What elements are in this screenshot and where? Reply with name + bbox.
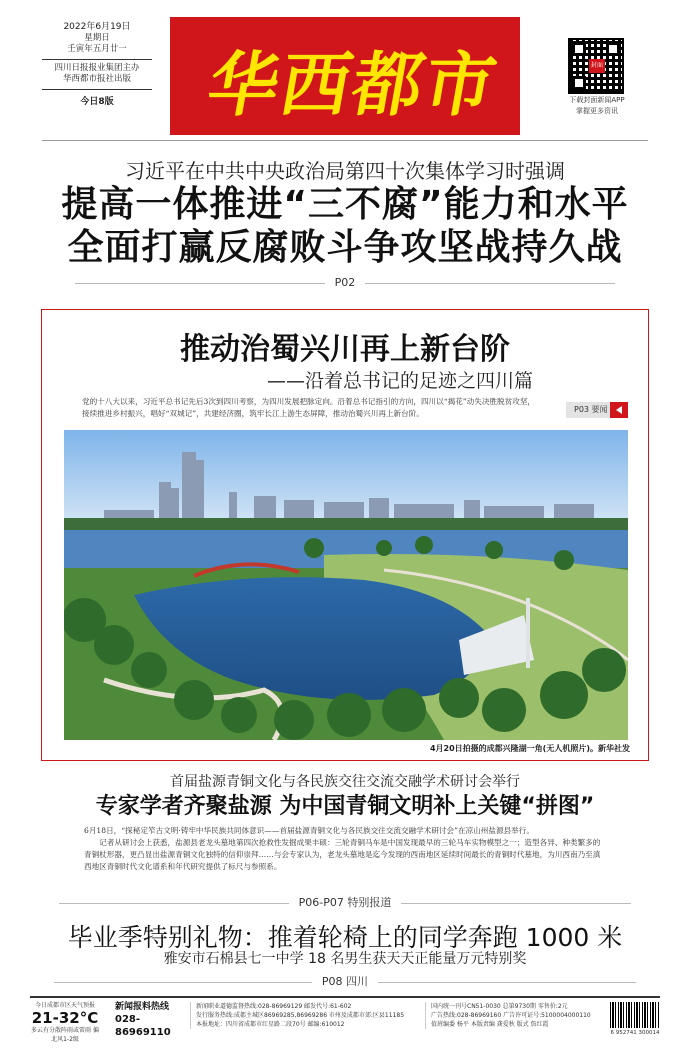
divider bbox=[42, 59, 152, 60]
edition-count: 今日8版 bbox=[80, 97, 114, 107]
lead-page-ref[interactable] bbox=[0, 276, 690, 289]
issue-weekday: 星期日 bbox=[84, 33, 110, 43]
story3-page-ref-label: P08 四川 bbox=[321, 975, 369, 988]
photo-caption: 4月20日拍摄的成都兴隆湖一角(无人机照片)。新华社发 bbox=[429, 744, 630, 753]
divider bbox=[401, 903, 631, 904]
publisher-line-1: 四川日报报业集团主办 bbox=[54, 63, 140, 73]
qr-corner bbox=[572, 76, 586, 90]
story2-paragraph-1: 6月18日，“探秘定笮古文明·铸牢中华民族共同体意识——首届盐源青铜文化与各民族交往交流交融学术研讨会”在凉山州盐源县举行。 bbox=[84, 826, 534, 835]
divider bbox=[59, 903, 289, 904]
barcode-number: 6 952741 300014 bbox=[610, 1030, 660, 1036]
story2-page-ref[interactable] bbox=[0, 894, 690, 910]
divider bbox=[42, 89, 152, 90]
lake-photo-icon bbox=[64, 430, 628, 740]
arrow-left-icon[interactable] bbox=[610, 402, 628, 418]
feature-subhead: ——沿着总书记的足迹之四川篇 bbox=[266, 370, 533, 392]
publication-info bbox=[425, 1002, 600, 1029]
feature-page-ref[interactable]: P03 要闻 bbox=[566, 402, 628, 418]
weather-label: 今日成都市区天气预报 bbox=[34, 1002, 95, 1009]
weather-box bbox=[30, 1001, 100, 1044]
qr-badge: 封面 bbox=[589, 59, 605, 73]
contact-line-2: 发行服务热线:成都主城区86969285,86969286 市州及成都市郊:区县11185 bbox=[196, 1012, 405, 1019]
feature-box bbox=[41, 309, 649, 761]
hotline-label: 新闻报料热线 bbox=[115, 1002, 170, 1012]
feature-summary: 党的十八大以来，习近平总书记先后3次到四川考察，为四川发展把脉定向。沿着总书记指引的方向，四川以“揭花”动失决胜脱贫攻坚，接续推进乡村振兴，唱好“双城记”，共建经济圈，筑牢长江上游生态屏障，推动治蜀兴川再上新台阶。 bbox=[82, 397, 536, 418]
publisher-line-2: 华西都市报社出版 bbox=[62, 74, 131, 84]
qr-corner bbox=[606, 42, 620, 56]
publication-line-2: 广告热线:028-86969160 广告许可证号:5100004000110 bbox=[431, 1012, 591, 1019]
story3-headline[interactable]: 毕业季特别礼物：推着轮椅上的同学奔跑 1000 米 bbox=[67, 923, 623, 952]
contact-line-1: 新闻职业道德监督热线:028-86969129 邮发代号:61-602 bbox=[196, 1003, 352, 1010]
story2-paragraph-2: 记者从研讨会上获悉，盐源县老龙头墓地第四次抢救性发掘成果丰硕：三轮青铜马车是中国发现最早的三轮马车实物模型之一；造型各异、种类繁多的青铜杖形器，更凸显出盐源青铜文化独特的信仰崇拜……与会专家认为，老龙头墓地是迄今发现的西南地区延续时间最长的青铜时代墓地，为川西南乃至滇西地区青铜时代文化谱系和年代研究提供了标尺与参照系。 bbox=[84, 838, 601, 871]
issue-info bbox=[42, 22, 152, 108]
divider bbox=[378, 982, 636, 983]
qr-corner bbox=[572, 42, 586, 56]
contact-line-3: 本报地址：四川省成都市红星路二段70号 邮编:610012 bbox=[196, 1021, 345, 1028]
divider bbox=[75, 283, 325, 284]
temperature: 21-32°C bbox=[31, 1009, 99, 1027]
publication-line-1: 国内统一刊号CN51-0030 总第9730期 零售价:2元 bbox=[431, 1003, 568, 1010]
contact-info bbox=[190, 1002, 420, 1029]
publication-line-3: 值班编委 杨平 本版责编 龚爱秋 版式 詹红霞 bbox=[431, 1021, 549, 1028]
divider bbox=[54, 982, 312, 983]
story3-subhead: 雅安市石棉县七一中学 18 名男生获天天正能量万元特别奖 bbox=[163, 951, 527, 967]
logo-text: 华西都市报 bbox=[201, 43, 505, 126]
issue-date: 2022年6月19日 bbox=[63, 22, 131, 32]
lead-headline-2[interactable]: 全面打赢反腐败斗争攻坚战持久战 bbox=[67, 227, 623, 268]
footer bbox=[30, 996, 660, 1043]
app-caption-1: 下载封面新闻APP bbox=[569, 96, 625, 104]
barcode-icon bbox=[610, 1002, 660, 1028]
feature-headline[interactable]: 推动治蜀兴川再上新台阶 bbox=[180, 332, 510, 367]
story2-page-ref-label: P06-P07 特别报道 bbox=[298, 896, 392, 909]
app-download[interactable] bbox=[562, 38, 632, 116]
hotline-number[interactable]: 028-86969110 bbox=[115, 1014, 171, 1038]
qr-code-icon[interactable] bbox=[568, 38, 624, 94]
lake-photo bbox=[64, 430, 628, 740]
story2-body bbox=[84, 825, 606, 873]
masthead-rule bbox=[42, 140, 648, 141]
story2-headline[interactable]: 专家学者齐聚盐源 为中国青铜文明补上关键“拼图” bbox=[95, 794, 595, 819]
story2-kicker[interactable]: 首届盐源青铜文化与各民族交往交流交融学术研讨会举行 bbox=[170, 774, 520, 790]
divider bbox=[365, 283, 615, 284]
masthead bbox=[0, 0, 690, 140]
weather-desc: 多云有分散阵雨或雷雨 偏北风1-2级 bbox=[31, 1027, 99, 1043]
issue-lunar-date: 壬寅年五月廿一 bbox=[67, 44, 127, 54]
app-caption-2: 掌握更多资讯 bbox=[576, 107, 618, 115]
news-hotline[interactable] bbox=[115, 1002, 185, 1039]
lead-page-ref-label: P02 bbox=[334, 276, 356, 289]
story3-page-ref[interactable] bbox=[0, 973, 690, 989]
lead-headline-1[interactable]: 提高一体推进“三不腐”能力和水平 bbox=[61, 184, 629, 225]
newspaper-logo[interactable] bbox=[170, 17, 520, 135]
lead-kicker[interactable]: 习近平在中共中央政治局第四十次集体学习时强调 bbox=[125, 159, 565, 183]
